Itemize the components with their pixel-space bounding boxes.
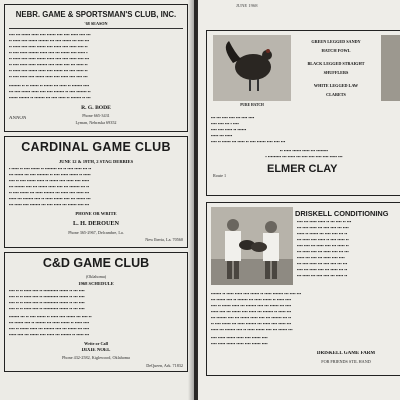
elmer-clay-name: ELMER CLAY <box>267 163 338 175</box>
cd-schedule-row: ▪▪▪▪ ▪▪ ▪▪ ▪▪▪▪▪ ▪▪▪▪ ▪▪ ▪▪▪▪▪▪▪▪▪▪ ▪▪▪▪▪▪ ▪▪ ▪▪▪ ▪▪▪▪ <box>9 300 85 305</box>
fight-schedule-row: ▪▪ ▪▪▪▪ ▪▪▪▪▪ ▪▪▪▪▪▪▪ ▪▪▪▪▪ ▪▪▪▪ ▪▪▪ ▪▪▪▪▪▪ ▪▪▪▪ ▪▪▪▪▪ ▪ <box>9 50 88 55</box>
cd-write-or-call: Write or Call <box>84 341 108 346</box>
cd-town: DeQueen, Ark. 71832 <box>146 363 183 368</box>
cd-body-row: ▪▪▪▪ ▪▪ ▪▪▪▪▪▪ ▪▪▪▪▪ ▪▪▪ ▪▪▪▪▪▪▪ ▪▪▪▪ ▪▪▪ ▪▪▪▪▪▪ ▪▪▪ ▪▪▪▪ <box>9 326 90 331</box>
driskell-body-row: ▪▪▪ ▪▪▪▪ ▪▪▪▪▪ ▪▪▪ ▪▪▪▪ ▪▪▪▪ ▪▪▪ ▪▪▪ <box>297 261 348 266</box>
driskell-body-row: ▪▪▪▪▪ ▪▪ ▪▪▪▪▪▪ ▪▪▪ ▪▪▪▪ ▪▪▪▪ ▪▪▪ ▪▪ <box>297 231 348 236</box>
cardinal-phone-or-write: PHONE OR WRITE <box>75 211 117 216</box>
driskell-body-row: ▪▪▪▪▪ ▪▪▪ ▪▪▪▪ ▪▪▪ ▪▪▪▪▪ ▪▪▪▪ ▪▪▪▪ <box>297 255 345 260</box>
nebraska-club-ad <box>4 4 188 132</box>
fight-schedule-row: ▪▪▪▪▪▪ ▪▪▪▪▪▪▪ ▪▪ ▪▪▪▪▪▪▪ ▪▪▪ ▪▪▪▪ ▪▪▪▪▪ ▪▪ ▪▪▪▪▪▪▪ ▪▪ ▪▪▪ <box>9 95 91 100</box>
rooster-icon <box>213 35 291 101</box>
cardinal-derby-line: JUNE 12 & 19TH, 2 STAG DERBIES <box>58 159 134 164</box>
right-page <box>198 0 400 400</box>
driskell-text-row: ▪▪▪ ▪▪▪▪▪▪ ▪▪▪▪ ▪▪ ▪▪▪▪▪▪▪ ▪▪▪ ▪▪▪▪▪ ▪▪▪▪▪▪ ▪▪ ▪▪▪▪▪ ▪▪▪▪ <box>211 297 292 302</box>
clay-price-row: ▪▪▪▪ ▪▪▪▪ ▪▪▪ ▪ ▪▪▪▪ <box>211 121 239 126</box>
driskell-text-row: ▪▪▪ ▪▪▪▪▪▪▪ ▪▪▪▪ ▪▪▪ ▪▪▪▪▪▪ ▪▪▪▪▪ ▪▪▪▪ ▪▪▪ ▪▪▪▪▪▪▪ ▪▪▪ ▪▪ <box>211 315 292 320</box>
fight-schedule-row: ▪▪ ▪▪▪▪▪ ▪▪▪▪ ▪▪▪▪▪▪ ▪▪▪▪▪ ▪▪▪▪ ▪▪▪▪▪▪ ▪▪▪ ▪▪▪▪ ▪▪▪▪▪ ▪▪ <box>9 68 88 73</box>
driskell-body-row: ▪▪▪▪ ▪▪▪▪ ▪▪▪ ▪▪▪▪▪ ▪▪▪▪ ▪▪▪ ▪▪▪▪▪ ▪▪ <box>297 243 349 248</box>
nebraska-phone: Phone 665-3431 <box>82 113 110 118</box>
cd-club-ad <box>4 252 188 372</box>
cardinal-rules-row: ▪▪ ▪▪▪▪ ▪▪▪▪▪▪ ▪▪▪ ▪▪▪▪▪ ▪▪▪▪▪▪▪ ▪▪▪ ▪▪▪▪▪ ▪▪▪▪ ▪▪▪▪▪ ▪▪▪ <box>9 190 90 195</box>
cd-schedule-row: ▪▪▪▪ ▪▪ ▪▪ ▪▪▪▪▪ ▪▪▪▪ ▪▪ ▪▪▪▪▪▪▪▪▪▪ ▪▪▪▪▪▪ ▪▪ ▪▪▪ ▪▪▪▪ <box>9 306 85 311</box>
fight-schedule-row: ▪▪ ▪▪▪▪▪ ▪▪▪▪ ▪▪▪▪▪ ▪▪▪▪▪▪ ▪▪▪▪▪ ▪▪▪▪ ▪▪▪▪ ▪▪▪▪▪ ▪▪▪▪ ▪▪▪ <box>9 56 90 61</box>
cardinal-contact-name: L. H. DEROUEN <box>72 220 120 227</box>
fight-schedule-row: ▪▪▪▪ ▪▪▪ ▪▪▪▪▪▪ ▪▪▪▪▪ ▪▪▪▪ ▪▪▪▪▪▪ ▪▪▪▪ ▪▪▪▪ ▪▪▪▪▪ ▪▪▪▪ ▪▪▪ <box>9 32 91 37</box>
driskell-body-row: ▪▪▪ ▪▪▪▪▪ ▪▪▪ ▪▪▪▪ ▪▪▪▪ ▪▪▪ ▪▪▪▪▪ ▪▪ <box>297 273 348 278</box>
clay-price-row: ▪▪▪▪▪ ▪▪▪ ▪▪▪▪▪ <box>211 133 233 138</box>
cardinal-rules-row: ▪▪▪▪ ▪▪ ▪▪▪▪ ▪▪▪▪▪▪ ▪▪▪▪▪ ▪▪ ▪▪▪▪▪▪ ▪▪▪▪ ▪▪▪▪▪ ▪▪▪▪ ▪▪▪▪▪ <box>9 178 90 183</box>
fight-schedule-row: ▪▪ ▪▪▪▪ ▪▪▪▪▪ ▪▪▪▪▪ ▪▪▪▪▪▪▪ ▪▪▪▪ ▪▪▪▪▪ ▪▪▪▪ ▪▪▪ ▪▪▪▪▪ ▪▪ <box>9 62 88 67</box>
rooster-photo <box>213 35 291 101</box>
clay-breed-line-4: SHUFFLERS <box>323 70 349 75</box>
driskell-body-row: ▪▪▪ ▪▪▪▪▪ ▪▪▪▪ ▪▪▪ ▪▪▪▪▪ ▪▪▪▪ ▪▪▪ ▪▪▪ <box>297 249 349 254</box>
cd-club-state: (Oklahoma) <box>85 274 107 279</box>
cd-club-title: C&D GAME CLUB <box>42 256 150 270</box>
fight-schedule-row: ▪▪ ▪▪▪▪▪ ▪▪▪▪ ▪▪▪▪▪▪ ▪▪▪▪▪▪▪ ▪▪▪ ▪▪▪▪ ▪▪▪▪▪▪ ▪▪▪ ▪▪▪▪ ▪▪▪ <box>9 38 90 43</box>
nebraska-contact-name: R. G. BODE <box>81 105 111 111</box>
driskell-conditioning-ad <box>206 202 400 376</box>
driskell-table-row: ▪▪▪▪ ▪▪▪▪▪ ▪▪▪▪▪▪ ▪▪▪▪▪ ▪▪▪▪ ▪▪▪▪▪▪ ▪▪▪▪ <box>211 341 268 346</box>
cardinal-rules-row: ▪▪▪ ▪▪▪▪▪▪ ▪▪▪ ▪▪▪▪ ▪▪▪▪▪▪▪▪ ▪▪ ▪▪▪▪ ▪▪▪▪▪ ▪▪▪▪▪▪ ▪▪ ▪▪▪▪▪ <box>9 172 91 177</box>
cd-body-row: ▪▪▪ ▪▪▪▪▪▪ ▪▪▪▪ ▪▪ ▪▪▪▪▪▪▪ ▪▪▪ ▪▪▪▪▪ ▪▪▪▪▪▪ ▪▪ ▪▪▪▪▪ ▪▪▪▪ <box>9 320 90 325</box>
clay-price-row: ▪▪▪▪ ▪▪▪▪ ▪▪▪▪▪ ▪▪ ▪▪▪▪▪▪ <box>211 127 247 132</box>
nebraska-corner-text: ANNON <box>9 116 27 121</box>
clay-breed-line-3: BLACK LEGGED STRAIGHT <box>307 61 365 66</box>
left-page <box>0 0 194 400</box>
photo-figures-icon <box>211 207 293 285</box>
fight-schedule-row: ▪▪ ▪▪▪▪▪ ▪▪▪▪ ▪▪▪▪▪ ▪▪▪▪▪▪ ▪▪▪▪ ▪▪▪▪▪ ▪▪▪▪ ▪▪▪▪▪ ▪▪▪▪ ▪▪ <box>9 44 88 49</box>
driskell-body-row: ▪▪▪ ▪▪▪▪▪ ▪▪▪▪ ▪▪▪▪▪ ▪▪ ▪▪▪▪ ▪▪▪▪▪ ▪▪ <box>297 237 349 242</box>
driskell-body-row: ▪▪▪▪ ▪▪▪ ▪▪▪▪▪ ▪▪▪▪ ▪▪▪ ▪▪▪▪▪ ▪▪▪ ▪▪ <box>297 267 348 272</box>
cd-schedule-row: ▪▪▪▪ ▪▪ ▪▪ ▪▪▪▪▪ ▪▪▪▪ ▪▪ ▪▪▪▪▪▪▪▪▪▪ ▪▪▪▪▪▪ ▪▪ ▪▪▪ ▪▪▪▪ <box>9 294 85 299</box>
cd-schedule-heading: 1968 SCHEDULE <box>78 281 114 286</box>
driskell-table-row: ▪▪▪▪ ▪▪▪▪▪ ▪▪▪▪▪▪ ▪▪▪▪▪ ▪▪▪▪ ▪▪▪▪▪▪ ▪▪▪▪ <box>211 335 268 340</box>
cardinal-rules-row: ▪▪▪ ▪▪▪▪▪ ▪▪▪▪ ▪▪▪▪▪▪▪ ▪▪▪ ▪▪▪▪ ▪▪▪▪▪ ▪▪▪ ▪▪▪▪▪▪ ▪▪▪▪ ▪▪▪ <box>9 202 90 207</box>
clay-breed-line-1: GREEN LEGGED SANDY <box>311 39 361 44</box>
clay-price-row: ▪▪▪▪ ▪▪ ▪▪▪▪▪▪ ▪▪▪ ▪▪▪▪▪ ▪▪ ▪▪▪▪ ▪▪▪▪▪▪ ▪▪▪▪ ▪▪▪▪ ▪▪▪ <box>211 139 286 144</box>
driskell-body-row: ▪▪▪▪ ▪▪▪ ▪▪▪▪▪ ▪▪▪▪▪ ▪▪ ▪▪▪ ▪▪▪▪ ▪▪ ▪▪▪ <box>297 219 352 224</box>
divider <box>9 28 183 29</box>
driskell-game-farm: DRISKELL GAME FARM <box>316 351 376 356</box>
fight-schedule-row: ▪▪▪▪▪▪▪▪ ▪▪ ▪▪ ▪▪▪▪▪▪ ▪▪ ▪▪▪▪▪▪ ▪▪▪ ▪▪▪▪▪ ▪▪ ▪▪▪▪▪▪▪ ▪▪▪▪ <box>9 83 90 88</box>
driskell-farm-sub: FOR FRIENDS STIL HAND <box>321 359 371 364</box>
driskell-text-row: ▪▪▪▪▪ ▪▪▪ ▪▪▪▪▪▪▪ ▪▪▪▪ ▪▪ ▪▪▪▪▪ ▪▪▪▪▪▪ ▪▪▪▪ ▪▪▪ ▪▪▪▪▪▪ ▪▪▪ <box>211 327 293 332</box>
clay-breed-line-6: CLARETS <box>326 92 346 97</box>
clay-terms-row: ▪ ▪▪▪▪▪▪▪▪▪ ▪▪▪ ▪▪▪▪▪ ▪▪▪ ▪▪▪▪ ▪▪▪▪ ▪▪▪▪ ▪▪▪▪ ▪▪▪▪▪ ▪▪▪ <box>265 154 343 159</box>
nebraska-season-label: '68 SEASON <box>84 21 108 26</box>
page-header-date: JUNE 1968 <box>236 3 258 8</box>
cd-body-row: ▪▪▪▪▪▪▪ ▪▪▪ ▪▪ ▪▪▪▪ ▪▪▪▪▪▪ ▪▪ ▪▪▪▪▪ ▪▪▪▪ ▪▪▪▪▪▪ ▪▪▪ ▪▪▪▪ ▪▪ <box>9 314 92 319</box>
driskell-text-row: ▪▪▪▪▪▪▪ ▪▪ ▪▪▪▪▪ ▪▪▪▪▪ ▪▪▪▪ ▪▪▪▪▪▪ ▪▪ ▪▪▪▪▪ ▪▪▪▪▪▪▪ ▪▪▪ ▪▪▪▪ ▪▪▪ <box>211 291 302 296</box>
cardinal-club-title: CARDINAL GAME CLUB <box>21 140 171 154</box>
cd-contact-name: DIXIE NOEL <box>81 348 111 353</box>
clay-price-row: ▪▪▪ ▪▪▪ ▪▪▪▪ ▪▪▪▪ ▪▪▪ ▪▪▪▪ ▪▪▪▪ <box>211 115 255 120</box>
driskell-title: DRISKELL CONDITIONING <box>295 209 389 218</box>
driskell-text-row: ▪▪ ▪▪▪▪ ▪▪▪▪▪▪ ▪▪▪ ▪▪▪▪▪ ▪▪▪▪▪▪▪ ▪▪▪ ▪▪▪▪▪ ▪▪▪▪ ▪▪▪▪▪ ▪▪▪ <box>211 321 292 326</box>
cd-body-row: ▪▪▪▪▪ ▪▪▪▪ ▪▪▪ ▪▪▪▪▪▪ ▪▪▪▪ ▪▪▪▪▪ ▪▪▪ ▪▪▪▪▪▪▪ ▪▪ ▪▪▪▪▪ ▪▪▪ <box>9 332 90 337</box>
clay-breed-line-5: WHITE LEGGED LAW <box>313 83 359 88</box>
clay-terms-row: ▪▪ ▪▪▪▪▪ ▪▪▪▪▪▪ ▪▪▪▪▪ ▪▪▪ ▪▪▪▪▪▪▪▪ <box>279 148 329 153</box>
clay-route: Route 1 <box>213 173 227 178</box>
driskell-text-row: ▪▪▪▪▪ ▪▪▪▪ ▪▪▪ ▪▪▪▪▪▪ ▪▪▪▪ ▪▪▪▪▪ ▪▪▪ ▪▪▪▪▪▪▪ ▪▪ ▪▪▪▪▪ ▪▪▪ <box>211 309 292 314</box>
elmer-clay-ad <box>206 30 400 196</box>
clay-breed-line-2: HATCH FOWL <box>321 48 351 53</box>
second-bird-photo <box>381 35 400 101</box>
nebraska-club-title: NEBR. GAME & SPORTSMAN'S CLUB, INC. <box>15 10 177 19</box>
cardinal-rules-row: ▪▪▪▪▪ ▪▪▪ ▪▪▪▪▪▪▪ ▪▪▪▪ ▪▪ ▪▪▪▪▪ ▪▪▪▪▪▪ ▪▪▪▪ ▪▪▪ ▪▪▪▪▪▪ ▪▪▪ <box>9 196 91 201</box>
driskell-text-row: ▪▪▪▪ ▪▪ ▪▪▪▪▪▪ ▪▪▪▪▪ ▪▪▪ ▪▪▪▪▪▪▪ ▪▪▪▪ ▪▪▪ ▪▪▪▪▪▪ ▪▪▪ ▪▪▪▪ <box>211 303 292 308</box>
cd-schedule-row: ▪▪▪▪ ▪▪ ▪▪ ▪▪▪▪▪ ▪▪▪▪ ▪▪ ▪▪▪▪▪▪▪▪▪▪ ▪▪▪▪▪▪ ▪▪ ▪▪▪ ▪▪▪▪ <box>9 288 85 293</box>
men-with-roosters-photo <box>211 207 293 285</box>
pure-hatch-caption: PURE HATCH <box>240 103 264 107</box>
cardinal-phone: Phone 365-2967, Delcambre, La. <box>68 230 124 235</box>
nebraska-address: Lyman, Nebraska 69352 <box>75 120 117 125</box>
cardinal-town: New Iberia, La. 70560 <box>145 237 183 242</box>
fight-schedule-row: ▪▪▪ ▪▪▪▪ ▪▪▪▪▪▪ ▪▪▪▪▪ ▪▪▪▪ ▪▪▪▪ ▪▪▪▪▪▪▪ ▪▪ ▪▪▪▪ ▪▪▪▪▪▪▪ ▪▪ <box>9 89 91 94</box>
cd-phone: Phone 432-2582, Kiglewood, Oklahoma <box>62 355 130 360</box>
cardinal-club-ad <box>4 136 188 248</box>
cardinal-rules-row: ▪▪▪ ▪▪▪▪▪▪▪ ▪▪▪▪ ▪▪▪ ▪▪▪▪▪▪ ▪▪▪▪▪ ▪▪▪▪ ▪▪▪ ▪▪▪▪▪▪▪ ▪▪▪ ▪▪ <box>9 184 90 189</box>
fight-schedule-row: ▪▪ ▪▪▪▪ ▪▪▪▪▪ ▪▪▪▪ ▪▪▪▪▪▪ ▪▪▪▪▪ ▪▪▪▪ ▪▪▪▪▪ ▪▪▪▪ ▪▪▪▪ ▪▪▪ <box>9 74 88 79</box>
driskell-body-row: ▪▪▪ ▪▪▪▪ ▪▪▪▪▪ ▪▪▪ ▪▪▪▪ ▪▪▪▪ ▪▪▪ ▪▪▪▪ <box>297 225 349 230</box>
cardinal-rules-row: ▪ ▪▪▪▪▪ ▪▪ ▪▪▪▪ ▪▪▪▪▪▪ ▪▪ ▪▪▪▪▪▪▪▪ ▪▪▪ ▪▪ ▪▪▪▪ ▪▪▪▪▪ ▪▪▪ ▪▪ <box>9 166 92 171</box>
